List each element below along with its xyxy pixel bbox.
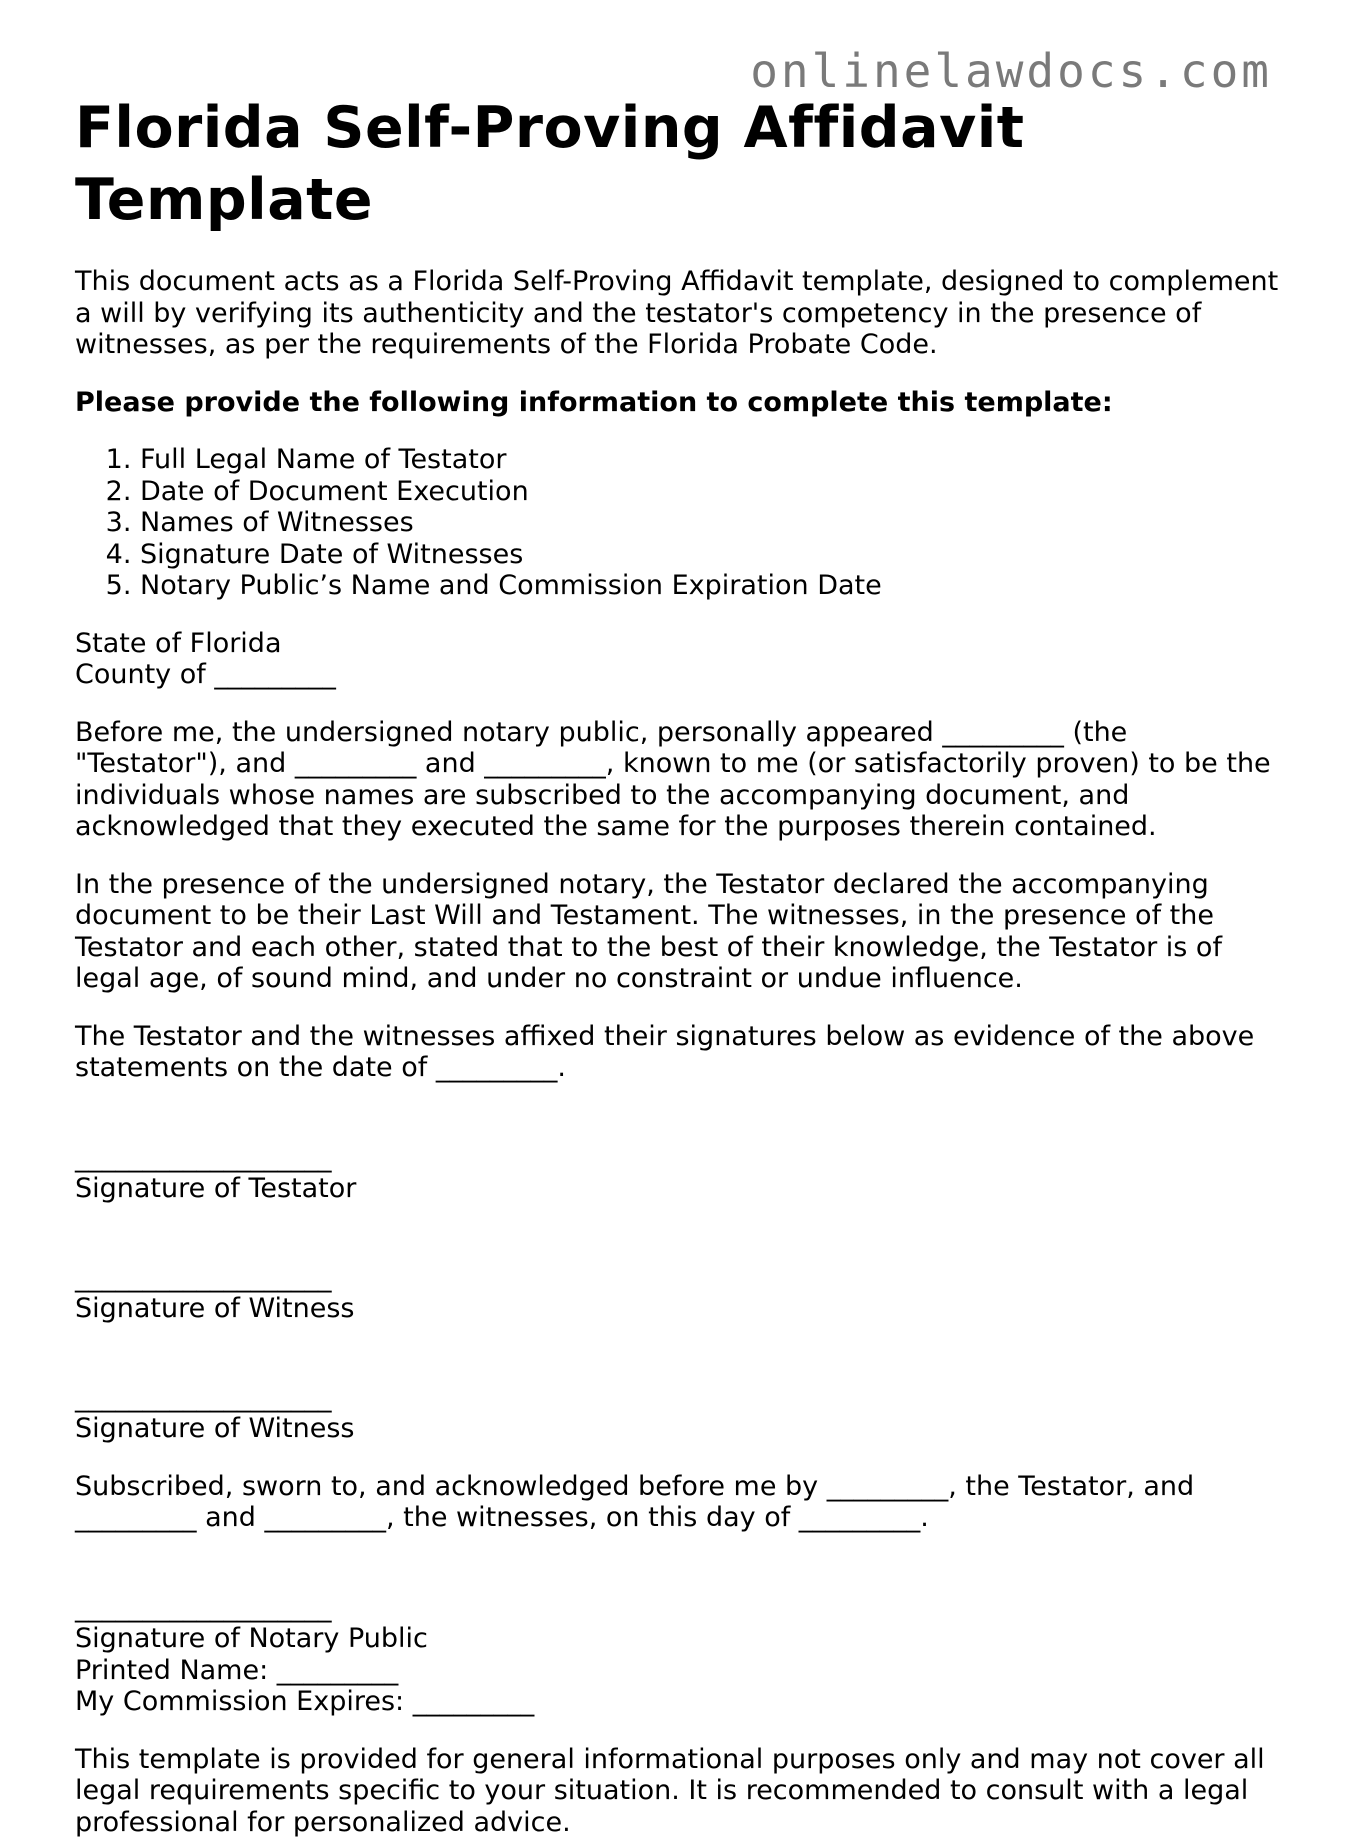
county-line: County of _________ xyxy=(75,659,1285,691)
witness-1-signature-line: ___________________ xyxy=(75,1262,1285,1294)
list-item: 1. Full Legal Name of Testator xyxy=(140,444,1285,476)
commission-expires-line: My Commission Expires: _________ xyxy=(75,1686,1285,1718)
witness-2-signature-label: Signature of Witness xyxy=(75,1413,1285,1445)
notary-signature-line: ___________________ xyxy=(75,1592,1285,1624)
list-item: 5. Notary Public’s Name and Commission Expiration Date xyxy=(140,570,1285,602)
testator-signature-label: Signature of Testator xyxy=(75,1173,1285,1205)
page-title: Florida Self-Proving Affidavit Template xyxy=(75,92,1285,236)
testator-signature-line: ___________________ xyxy=(75,1142,1285,1174)
subscribed-paragraph: Subscribed, sworn to, and acknowledged before me by _________, the Testator, and _________ and _________, the witnesses, on this day of _________. xyxy=(75,1471,1285,1534)
info-list xyxy=(75,444,1285,602)
document-page xyxy=(75,92,1285,1838)
presence-paragraph: In the presence of the undersigned notary, the Testator declared the accompanying document to be their Last Will and Testament. The witnesses, in the presence of the Testator and each other, stated that to the best of their knowledge, the Testator is of legal age, of sound mind, and under no constraint or undue influence. xyxy=(75,869,1285,995)
disclaimer-paragraph: This template is provided for general informational purposes only and may not cover all legal requirements specific to your situation. It is recommended to consult with a legal professional for personalized advice. xyxy=(75,1744,1285,1838)
intro-paragraph: This document acts as a Florida Self-Proving Affidavit template, designed to complement a will by verifying its authenticity and the testator's competency in the presence of witnesses, as per the requirements of the Florida Probate Code. xyxy=(75,266,1285,361)
instructions-heading: Please provide the following information to complete this template: xyxy=(75,387,1285,419)
witness-2-signature-line: ___________________ xyxy=(75,1382,1285,1414)
watermark: onlinelawdocs.com xyxy=(750,44,1272,98)
notary-signature-label: Signature of Notary Public xyxy=(75,1623,1285,1655)
signatures-paragraph: The Testator and the witnesses affixed their signatures below as evidence of the above statements on the date of _________. xyxy=(75,1021,1285,1084)
appeared-paragraph: Before me, the undersigned notary public, personally appeared _________ (the "Testator"), and _________ and _________, known to me (or satisfactorily proven) to be the individuals whose names are subscribed to the accompanying document, and acknowledged that they executed the same for the purposes therein contained. xyxy=(75,717,1285,843)
state-line: State of Florida xyxy=(75,628,1285,660)
witness-1-signature-label: Signature of Witness xyxy=(75,1293,1285,1325)
list-item: 2. Date of Document Execution xyxy=(140,476,1285,508)
printed-name-line: Printed Name: _________ xyxy=(75,1655,1285,1687)
list-item: 3. Names of Witnesses xyxy=(140,507,1285,539)
list-item: 4. Signature Date of Witnesses xyxy=(140,539,1285,571)
